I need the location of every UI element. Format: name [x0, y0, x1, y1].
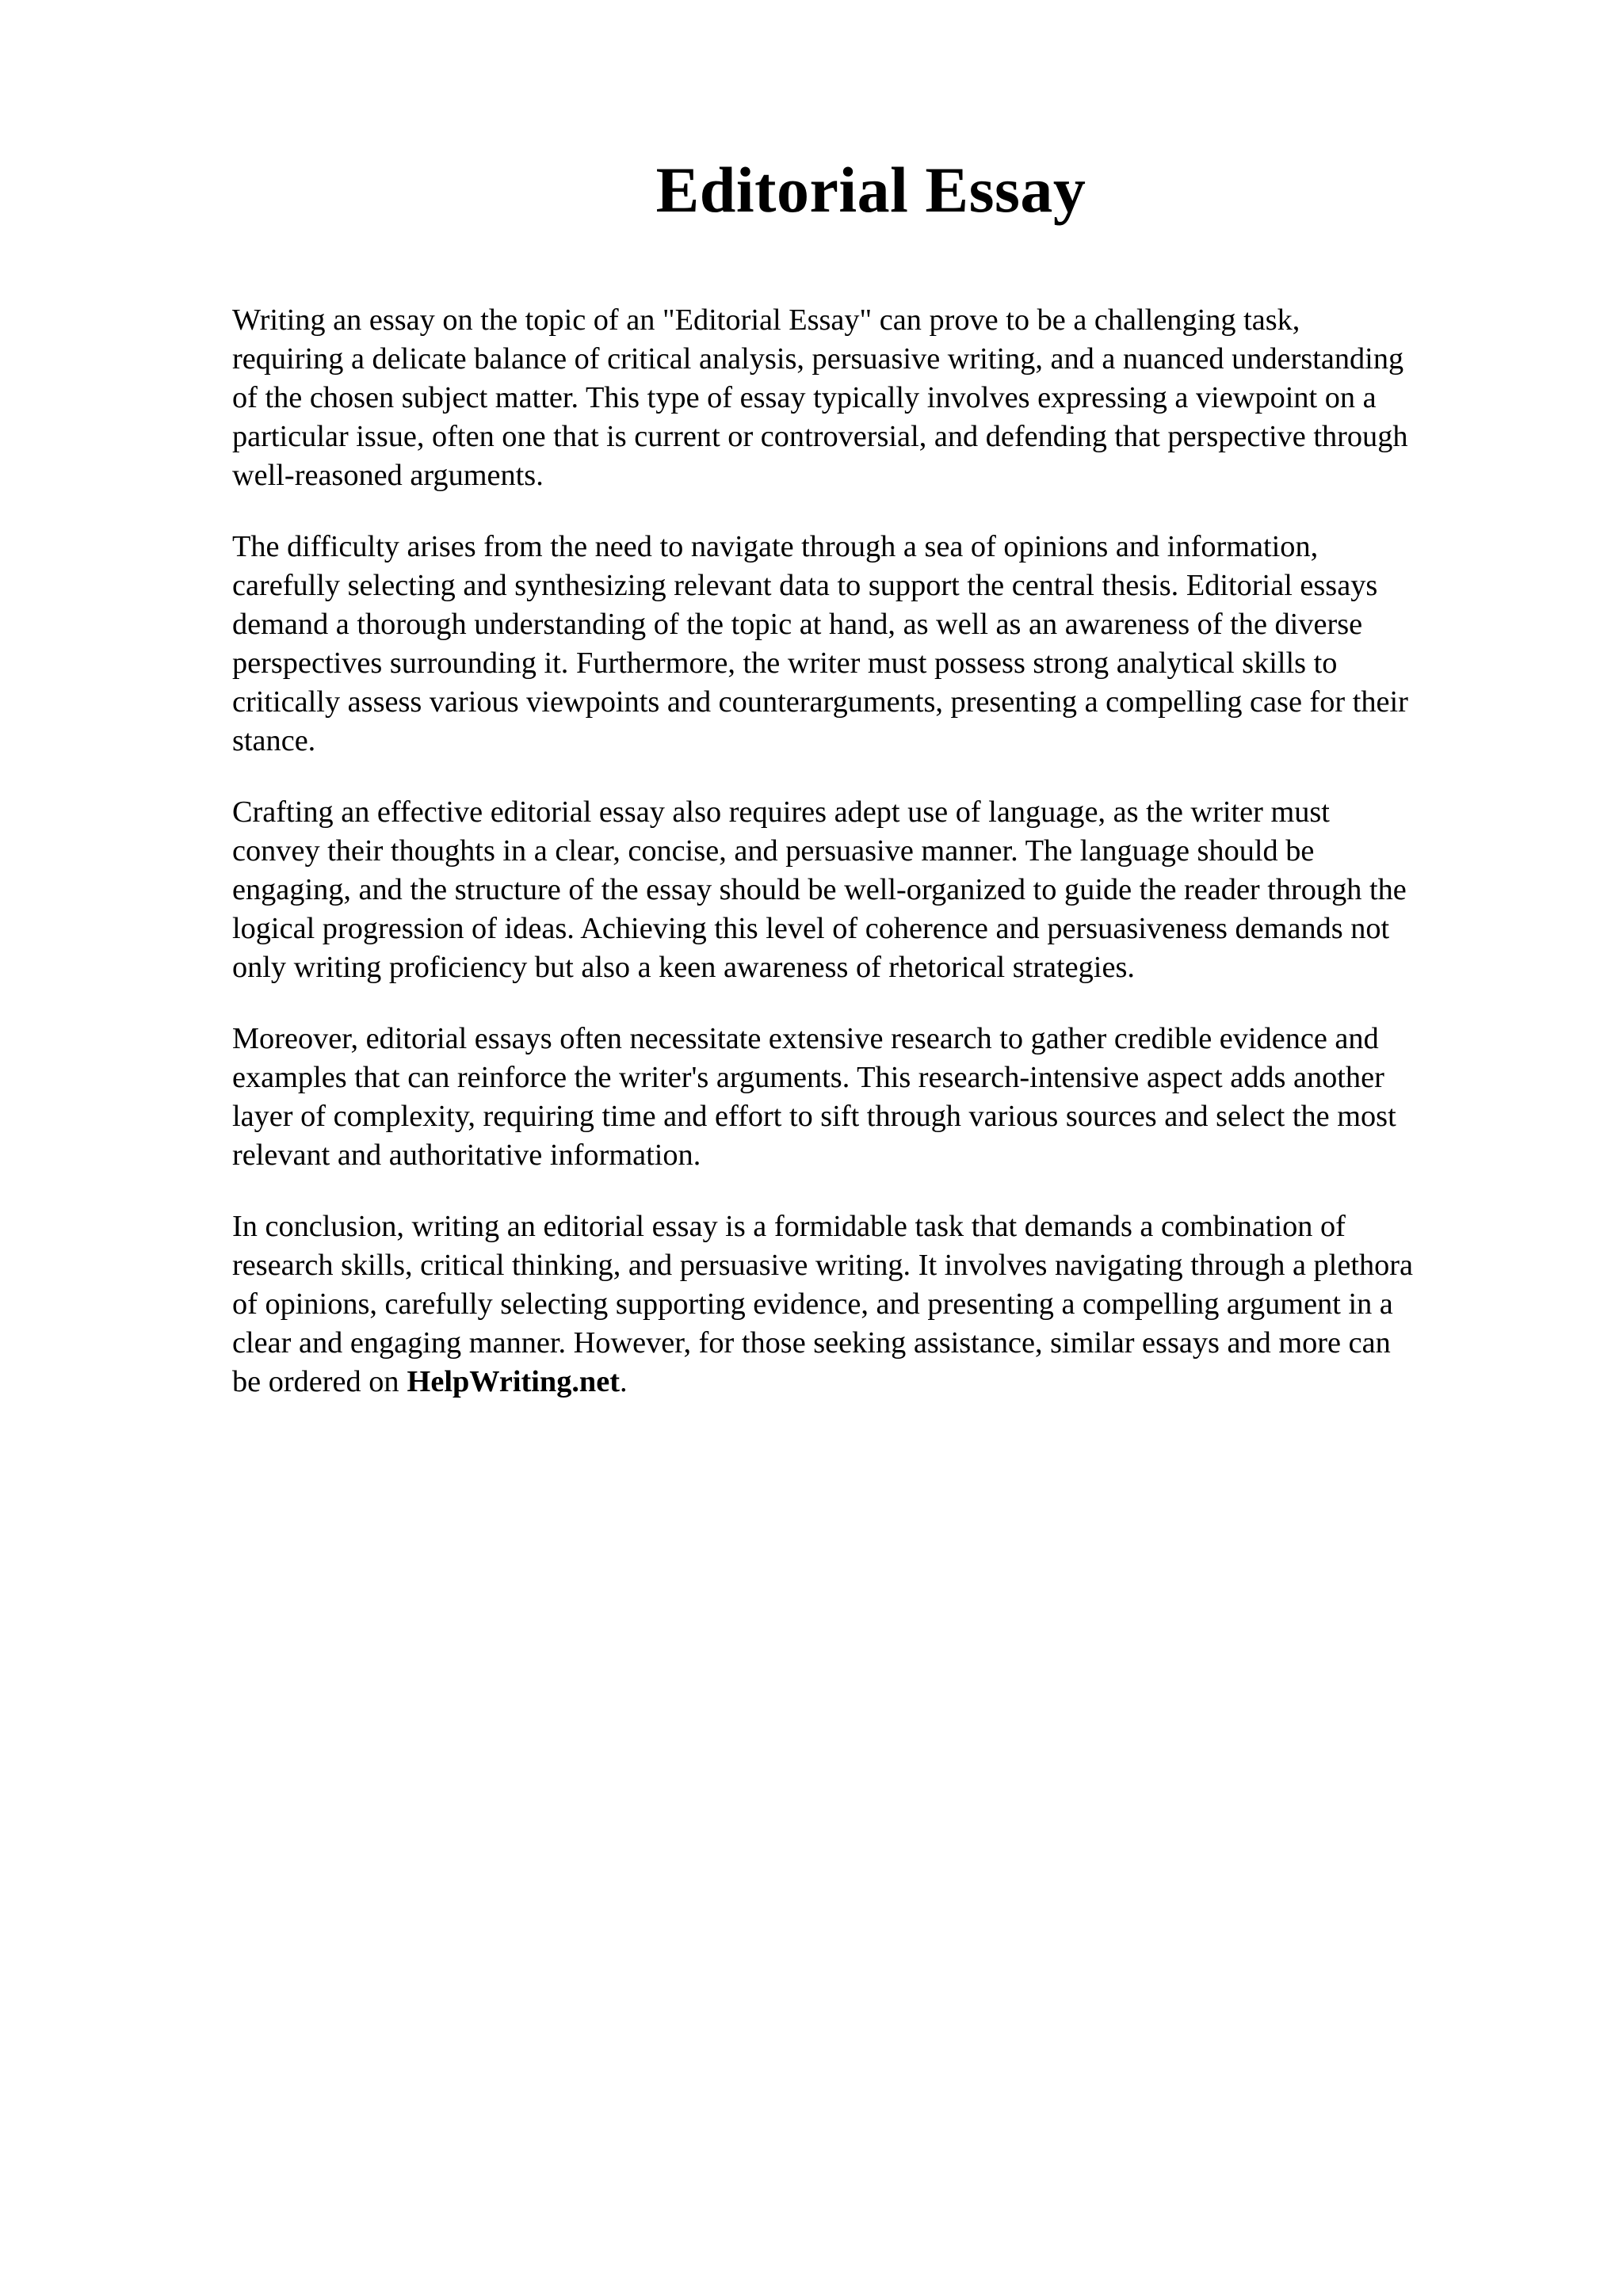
- text-line: research skills, critical thinking, and persuasive writing. It involves navigating through a plethora: [232, 1249, 1414, 1282]
- text-line: engaging, and the structure of the essay should be well-organized to guide the reader through the: [232, 873, 1407, 906]
- text-line: Crafting an effective editorial essay also requires adept use of language, as the writer must: [232, 795, 1330, 829]
- text-line: Moreover, editorial essays often necessitate extensive research to gather credible evidence and: [232, 1022, 1379, 1055]
- text-line: relevant and authoritative information.: [232, 1138, 701, 1172]
- essay-body: [232, 301, 1516, 1434]
- text-line: particular issue, often one that is current or controversial, and defending that perspective through: [232, 420, 1408, 453]
- text-line: convey their thoughts in a clear, concise, and persuasive manner. The language should be: [232, 834, 1315, 868]
- text-line: In conclusion, writing an editorial essay is a formidable task that demands a combination of: [232, 1210, 1346, 1243]
- text-line: only writing proficiency but also a keen awareness of rhetorical strategies.: [232, 951, 1135, 984]
- text-line: demand a thorough understanding of the topic at hand, as well as an awareness of the diverse: [232, 608, 1363, 641]
- text-line: The difficulty arises from the need to navigate through a sea of opinions and information,: [232, 530, 1319, 563]
- text-line: Writing an essay on the topic of an "Editorial Essay" can prove to be a challenging task,: [232, 303, 1300, 337]
- helpwriting-link[interactable]: HelpWriting.net: [407, 1365, 620, 1398]
- document-title: Editorial Essay: [655, 154, 1086, 226]
- paragraph-3: [232, 793, 1516, 987]
- paragraph-2: [232, 528, 1516, 761]
- paragraph-4: [232, 1020, 1516, 1175]
- text-line: carefully selecting and synthesizing relevant data to support the central thesis. Editorial essays: [232, 569, 1378, 602]
- text-line: layer of complexity, requiring time and effort to sift through various sources and select the most: [232, 1100, 1396, 1133]
- paragraph-1: [232, 301, 1516, 495]
- text-line: requiring a delicate balance of critical analysis, persuasive writing, and a nuanced understanding: [232, 342, 1404, 376]
- text-line: of the chosen subject matter. This type of essay typically involves expressing a viewpoint on a: [232, 381, 1377, 414]
- text-line: clear and engaging manner. However, for those seeking assistance, similar essays and more can: [232, 1326, 1391, 1360]
- paragraph-5: [232, 1207, 1516, 1402]
- text-line: well-reasoned arguments.: [232, 459, 544, 492]
- text-line: perspectives surrounding it. Furthermore, the writer must possess strong analytical skills to: [232, 646, 1338, 680]
- final-line-suffix: .: [619, 1365, 628, 1398]
- text-line: of opinions, carefully selecting supporting evidence, and presenting a compelling argument in a: [232, 1287, 1393, 1321]
- text-line: examples that can reinforce the writer's arguments. This research-intensive aspect adds another: [232, 1061, 1384, 1094]
- text-line: logical progression of ideas. Achieving this level of coherence and persuasiveness demands not: [232, 912, 1390, 945]
- text-line-final: [232, 1363, 1516, 1402]
- text-line: critically assess various viewpoints and counterarguments, presenting a compelling case for their: [232, 685, 1408, 719]
- text-line: stance.: [232, 724, 316, 757]
- final-line-prefix: be ordered on: [232, 1365, 399, 1398]
